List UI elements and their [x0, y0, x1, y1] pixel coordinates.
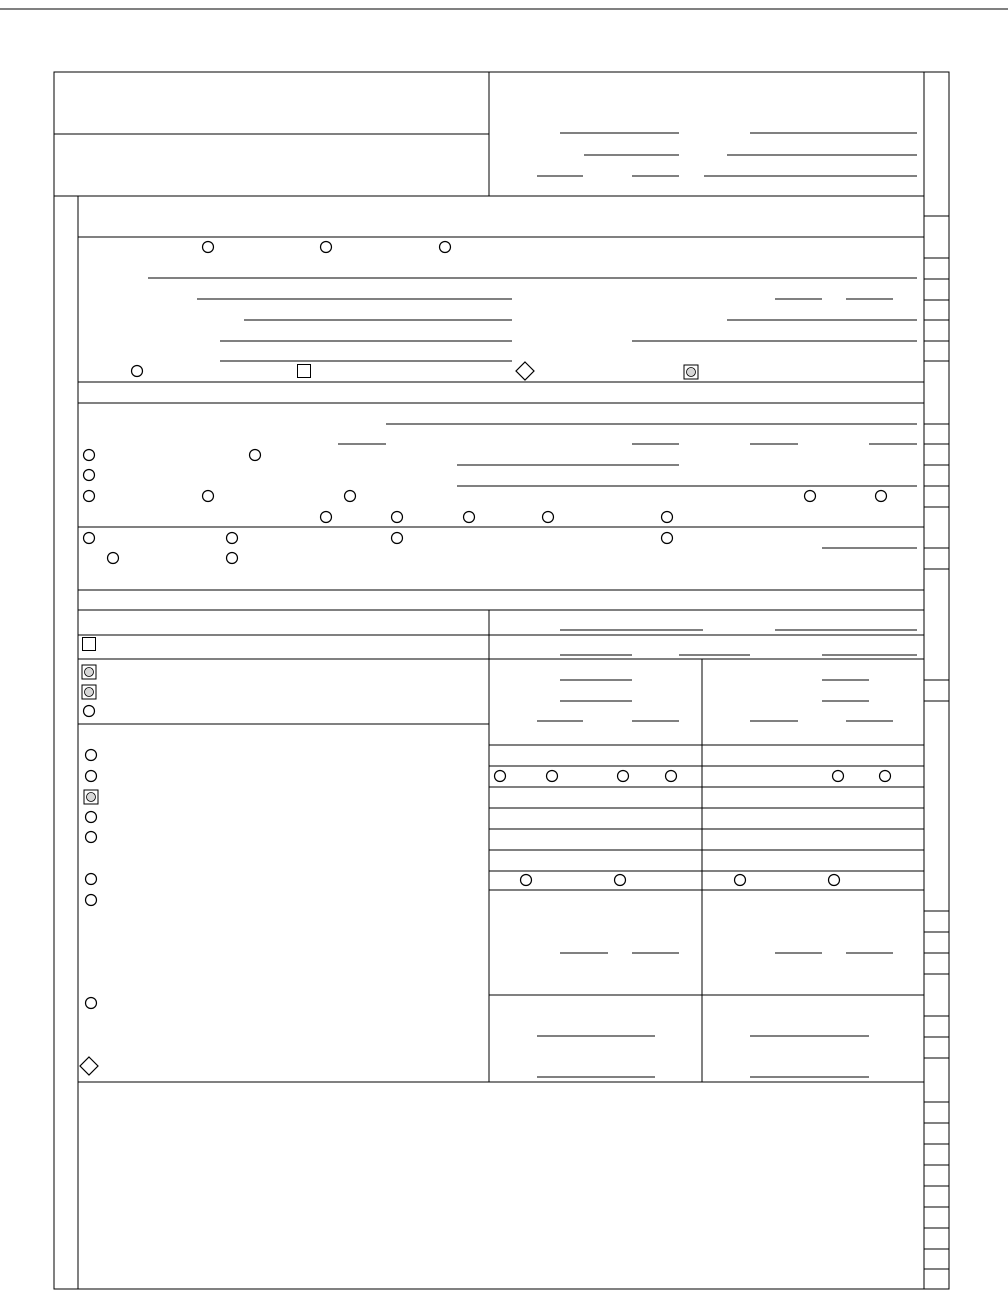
radio-circle[interactable]: [666, 771, 677, 782]
form-fields: [148, 133, 917, 1077]
radio-circle[interactable]: [84, 450, 95, 461]
radio-circle[interactable]: [86, 771, 97, 782]
radio-circle[interactable]: [108, 553, 119, 564]
diamond-marker[interactable]: [516, 362, 534, 380]
radio-circle[interactable]: [227, 533, 238, 544]
radio-circle[interactable]: [86, 832, 97, 843]
radio-circle[interactable]: [321, 512, 332, 523]
form-border: [54, 72, 949, 1289]
radio-circle[interactable]: [495, 771, 506, 782]
radio-circle[interactable]: [203, 242, 214, 253]
radio-circle[interactable]: [829, 875, 840, 886]
shaded-checkbox-dot: [85, 668, 94, 677]
radio-circle[interactable]: [547, 771, 558, 782]
shaded-checkbox-dot: [85, 688, 94, 697]
radio-circle[interactable]: [805, 491, 816, 502]
radio-circle[interactable]: [392, 533, 403, 544]
radio-circle[interactable]: [203, 491, 214, 502]
checkbox-square[interactable]: [298, 365, 311, 378]
radio-circle[interactable]: [345, 491, 356, 502]
radio-circle[interactable]: [84, 533, 95, 544]
radio-circle[interactable]: [876, 491, 887, 502]
radio-circle[interactable]: [880, 771, 891, 782]
radio-circle[interactable]: [615, 875, 626, 886]
radio-circle[interactable]: [86, 812, 97, 823]
radio-circle[interactable]: [440, 242, 451, 253]
radio-circle[interactable]: [392, 512, 403, 523]
radio-circle[interactable]: [86, 998, 97, 1009]
form-rules: [0, 9, 1008, 1289]
radio-circle[interactable]: [86, 895, 97, 906]
radio-circle[interactable]: [618, 771, 629, 782]
radio-circle[interactable]: [86, 750, 97, 761]
radio-circle[interactable]: [321, 242, 332, 253]
radio-circle[interactable]: [833, 771, 844, 782]
radio-circle[interactable]: [521, 875, 532, 886]
shaded-checkbox-dot: [87, 793, 96, 802]
radio-circle[interactable]: [84, 470, 95, 481]
radio-circle[interactable]: [662, 533, 673, 544]
radio-circle[interactable]: [227, 553, 238, 564]
radio-circle[interactable]: [464, 512, 475, 523]
form-markers: [80, 242, 891, 1076]
radio-circle[interactable]: [662, 512, 673, 523]
checkbox-square[interactable]: [83, 638, 96, 651]
radio-circle[interactable]: [84, 491, 95, 502]
radio-circle[interactable]: [132, 366, 143, 377]
radio-circle[interactable]: [543, 512, 554, 523]
shaded-checkbox-dot: [687, 368, 696, 377]
radio-circle[interactable]: [84, 706, 95, 717]
radio-circle[interactable]: [86, 874, 97, 885]
radio-circle[interactable]: [735, 875, 746, 886]
radio-circle[interactable]: [250, 450, 261, 461]
diamond-marker[interactable]: [80, 1057, 98, 1075]
